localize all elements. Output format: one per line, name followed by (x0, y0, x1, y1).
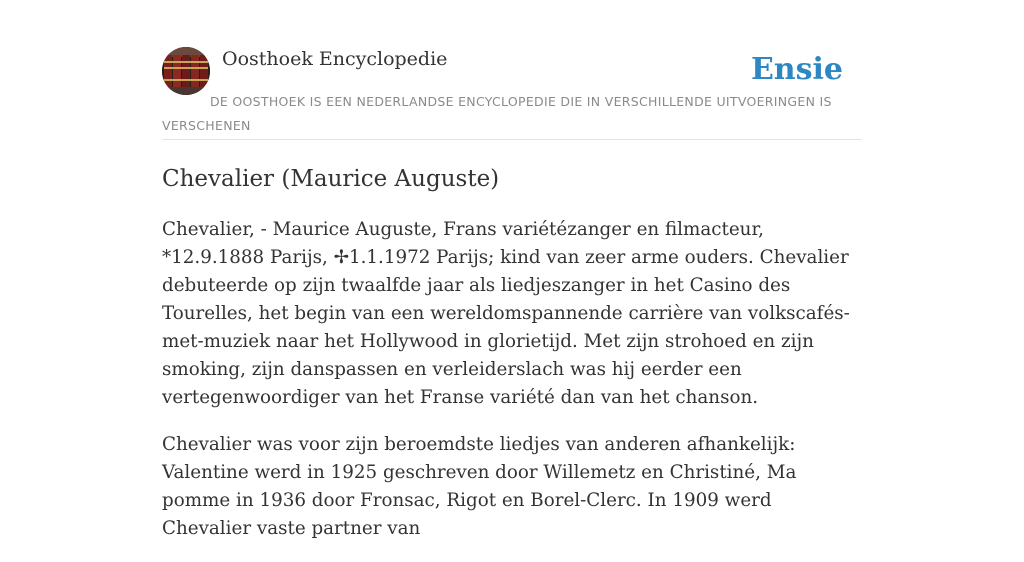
article-paragraph: Chevalier, - Maurice Auguste, Frans variétézanger en filmacteur, *12.9.1888 Parijs, ✢1.1.1972 Parijs; kind van zeer arme ouders. Chevalier debuteerde op zijn twaalfde jaar als liedjeszanger in het Casino des Tourelles, het begin van een wereldomspannende carrière van volkscafés-met-muziek naar het Hollywood in glorietijd. Met zijn strohoed en zijn smoking, zijn danspassen en verleiderslach was hij eerder een vertegenwoordiger van het Franse variété dan van het chanson. (162, 219, 850, 408)
article-paragraph: Chevalier was voor zijn beroemdste liedjes van anderen afhankelijk: Valentine werd in 1925 geschreven door Willemetz en Christiné, Ma pomme in 1936 door Fronsac, Rigot en Borel-Clerc. In 1909 werd Chevalier vaste partner van (162, 434, 797, 539)
site-title[interactable]: Oosthoek Encyclopedie (222, 48, 448, 70)
book-spines-icon[interactable] (162, 47, 210, 95)
header-divider (162, 139, 862, 140)
site-header (162, 46, 862, 140)
ensie-logo[interactable]: Ensie (750, 52, 843, 87)
article-title: Chevalier (Maurice Auguste) (162, 166, 500, 192)
article-body (162, 216, 862, 562)
site-tagline: DE OOSTHOEK IS EEN NEDERLANDSE ENCYCLOPEDIE DIE IN VERSCHILLENDE UITVOERINGEN IS VERSCHENEN (162, 94, 832, 133)
